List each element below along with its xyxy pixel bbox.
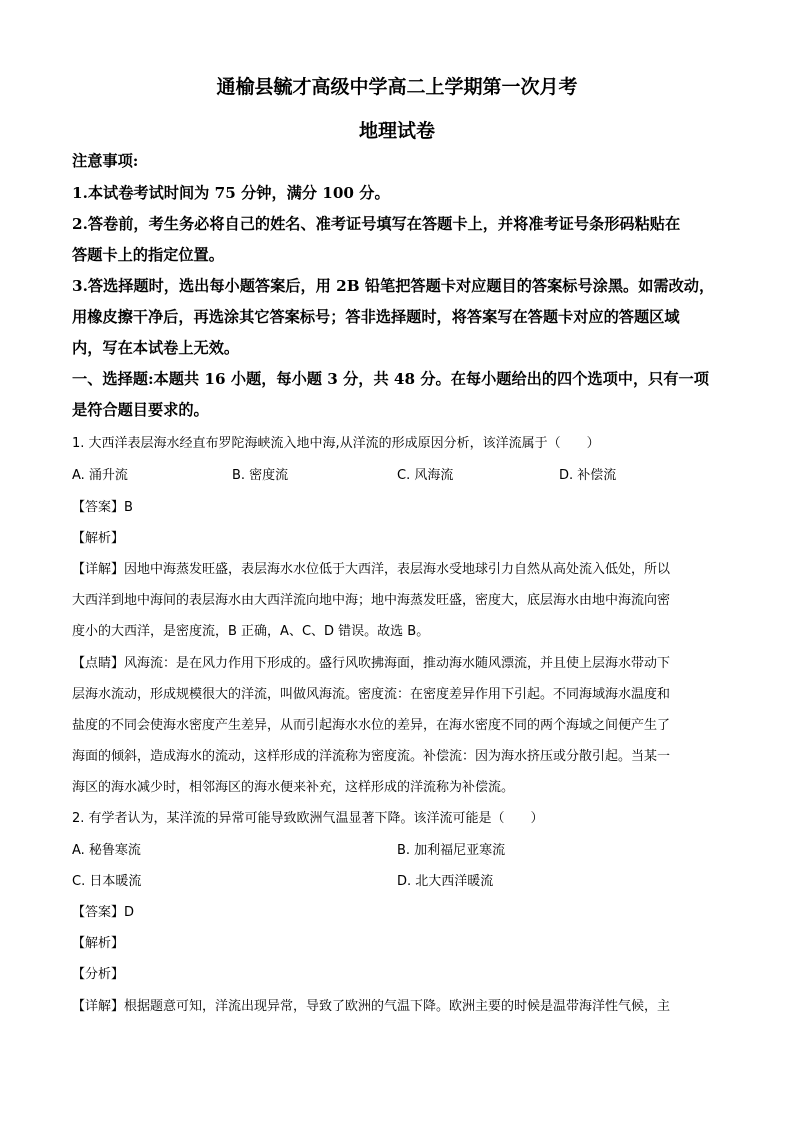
question-2-detail-line-1: 【详解】根据题意可知，洋流出现异常，导致了欧洲的气温下降。欧洲主要的时候是温带海洋性气候，主 bbox=[72, 999, 671, 1014]
question-1-option-a: A. 涌升流 bbox=[72, 468, 128, 483]
question-1-note-line-4: 海面的倾斜，造成海水的流动，这样形成的洋流称为密度流。补偿流：因为海水挤压或分散引起。当某一 bbox=[72, 749, 671, 764]
question-2-stem: 2. 有学者认为，某洋流的异常可能导致欧洲气温显著下降。该洋流可能是（ ） bbox=[72, 811, 544, 826]
notice-item-1: 1.本试卷考试时间为 75 分钟，满分 100 分。 bbox=[72, 184, 390, 202]
question-2-analysis-label: 【解析】 bbox=[72, 936, 125, 951]
question-1-detail-line-1: 【详解】因地中海蒸发旺盛，表层海水水位低于大西洋，表层海水受地球引力自然从高处流入低处，所以 bbox=[72, 562, 671, 577]
notice-item-3-line-2: 用橡皮擦干净后，再选涂其它答案标号；答非选择题时，将答案写在答题卡对应的答题区域 bbox=[72, 308, 680, 326]
question-1-analysis-label: 【解析】 bbox=[72, 531, 125, 546]
question-1-detail-line-2: 大西洋到地中海间的表层海水由大西洋流向地中海；地中海蒸发旺盛，密度大，底层海水由地中海流向密 bbox=[72, 593, 671, 608]
question-1-option-b: B. 密度流 bbox=[232, 468, 289, 483]
question-1-note-line-1: 【点睛】风海流：是在风力作用下形成的。盛行风吹拂海面，推动海水随风漂流，并且使上层海水带动下 bbox=[72, 656, 671, 671]
notice-heading: 注意事项: bbox=[72, 152, 139, 170]
notice-item-3-line-1: 3.答选择题时，选出每小题答案后，用 2B 铅笔把答题卡对应题目的答案标号涂黑。如需改动， bbox=[72, 277, 715, 295]
question-2-option-a: A. 秘鲁寒流 bbox=[72, 843, 141, 858]
question-1-note-line-5: 海区的海水减少时，相邻海区的海水便来补充，这样形成的洋流称为补偿流。 bbox=[72, 780, 515, 795]
section-heading-line-1: 一、选择题:本题共 16 小题，每小题 3 分，共 48 分。在每小题给出的四个选项中，只有一项 bbox=[72, 370, 709, 388]
question-1-answer: 【答案】B bbox=[72, 500, 133, 515]
section-heading-line-2: 是符合题目要求的。 bbox=[72, 401, 209, 419]
question-2-fenxi-label: 【分析】 bbox=[72, 967, 125, 982]
question-1-note-line-2: 层海水流动，形成规模很大的洋流，叫做风海流。密度流：在密度差异作用下引起。不同海域海水温度和 bbox=[72, 687, 671, 702]
exam-subtitle: 地理试卷 bbox=[358, 120, 435, 142]
question-2-option-d: D. 北大西洋暖流 bbox=[397, 874, 494, 889]
question-2-option-b: B. 加利福尼亚寒流 bbox=[397, 843, 506, 858]
question-1-option-c: C. 风海流 bbox=[397, 468, 454, 483]
question-1-note-line-3: 盐度的不同会使海水密度产生差异，从而引起海水水位的差异，在海水密度不同的两个海域之间便产生了 bbox=[72, 718, 671, 733]
notice-item-3-line-3: 内，写在本试卷上无效。 bbox=[72, 339, 240, 357]
exam-title: 通榆县毓才高级中学高二上学期第一次月考 bbox=[216, 76, 578, 98]
question-2-answer: 【答案】D bbox=[72, 905, 135, 920]
question-1-detail-line-3: 度小的大西洋，是密度流，B 正确，A、C、D 错误。故选 B。 bbox=[72, 624, 430, 639]
notice-item-2-line-1: 2.答卷前，考生务必将自己的姓名、准考证号填写在答题卡上，并将准考证号条形码粘贴在 bbox=[72, 215, 681, 233]
question-1-option-d: D. 补偿流 bbox=[559, 468, 617, 483]
notice-item-2-line-2: 答题卡上的指定位置。 bbox=[72, 246, 224, 264]
question-1-stem: 1. 大西洋表层海水经直布罗陀海峡流入地中海,从洋流的形成原因分析，该洋流属于（ ） bbox=[72, 436, 600, 451]
question-2-option-c: C. 日本暖流 bbox=[72, 874, 142, 889]
